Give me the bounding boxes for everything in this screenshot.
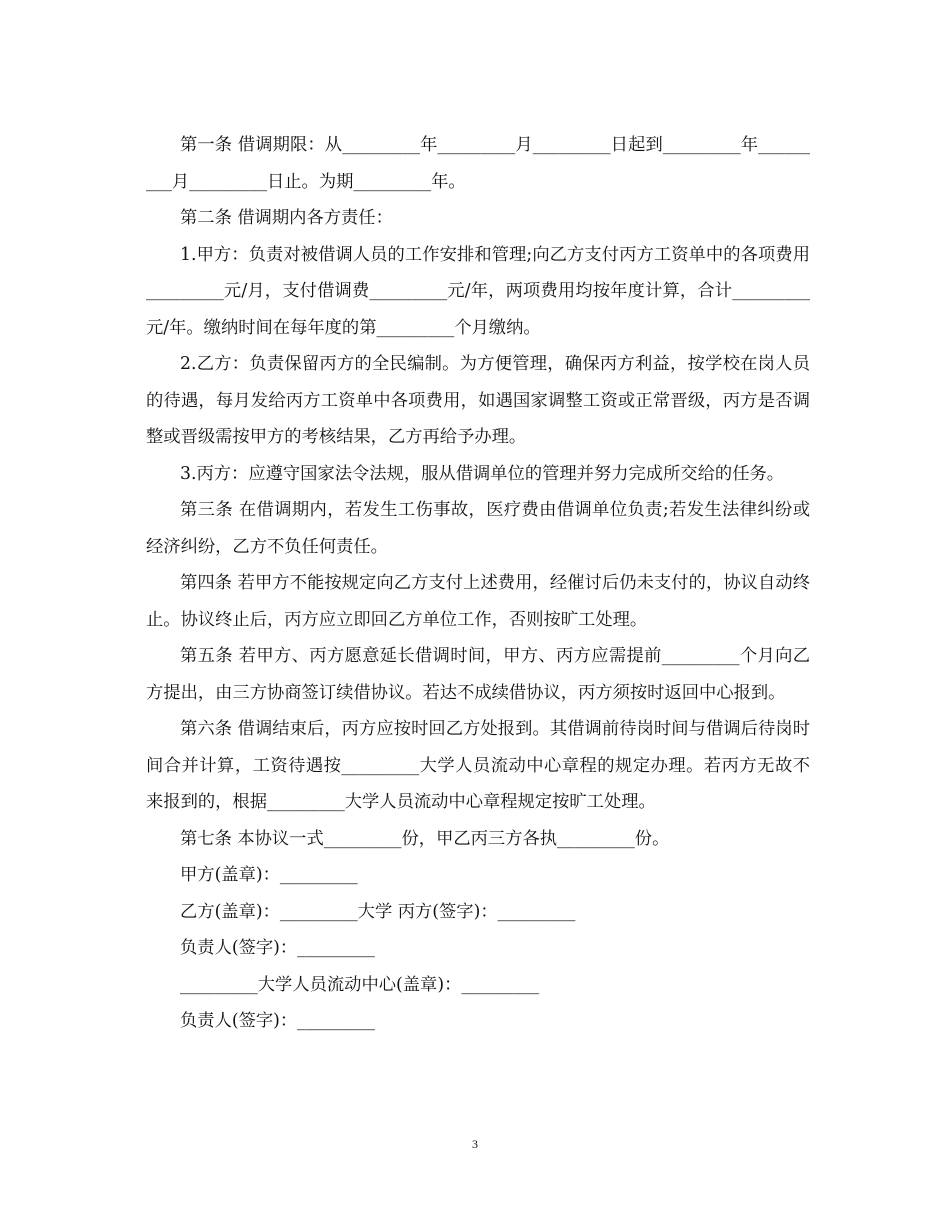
mobility-center-seal-line: _________大学人员流动中心(盖章)：_________	[180, 974, 540, 995]
article-7: 第七条 本协议一式_________份，甲乙丙三方各执_________份。	[180, 828, 670, 849]
article-3: 第三条 在借调期内，若发生工伤事故，医疗费由借调单位负责;若发生法律纠纷或经济纠纷，乙方不负任何责任。	[146, 500, 810, 557]
article-2-heading: 第二条 借调期内各方责任：	[180, 208, 393, 228]
party-c-duties: 3.丙方：应遵守国家法令法规，服从借调单位的管理并努力完成所交给的任务。	[180, 463, 785, 484]
article-6: 第六条 借调结束后，丙方应按时回乙方处报到。其借调前待岗时间与借调后待岗时间合并计算，工资待遇按_________大学人员流动中心章程的规定办理。若丙方无故不来报到的，根据_________大学人员流动中心章程规定按旷工处理。	[146, 719, 810, 812]
party-b-c-signature-line: 乙方(盖章)：_________大学 丙方(签字)：_________	[180, 901, 576, 922]
article-5: 第五条 若甲方、丙方愿意延长借调时间，甲方、丙方应需提前_________个月向乙方提出，由三方协商签订续借协议。若达不成续借协议，丙方须按时返回中心报到。	[146, 646, 810, 703]
page-number: 3	[472, 1137, 478, 1151]
article-4: 第四条 若甲方不能按规定向乙方支付上述费用，经催讨后仍未支付的，协议自动终止。协议终止后，丙方应立即回乙方单位工作，否则按旷工处理。	[146, 573, 810, 630]
document-body	[146, 127, 810, 1040]
party-a-duties: 1.甲方：负责对被借调人员的工作安排和管理;向乙方支付丙方工资单中的各项费用_________元/月，支付借调费_________元/年，两项费用均按年度计算，合计_________元/年。缴纳时间在每年度的第_________个月缴纳。	[146, 244, 810, 338]
responsible-person-signature-line: 负责人(签字)：_________	[180, 938, 375, 958]
responsible-person-signature-line-2: 负责人(签字)：_________	[180, 1011, 375, 1031]
article-1-term: 第一条 借调期限：从_________年_________月_________日起到_________年_________月_________日止。为期_________年。	[146, 135, 810, 192]
party-a-seal-line: 甲方(盖章)：_________	[180, 865, 358, 885]
party-b-duties: 2.乙方：负责保留丙方的全民编制。为方便管理，确保丙方利益，按学校在岗人员的待遇，每月发给丙方工资单中各项费用，如遇国家调整工资或正常晋级，丙方是否调整或晋级需按甲方的考核结果，乙方再给予办理。	[146, 354, 810, 447]
